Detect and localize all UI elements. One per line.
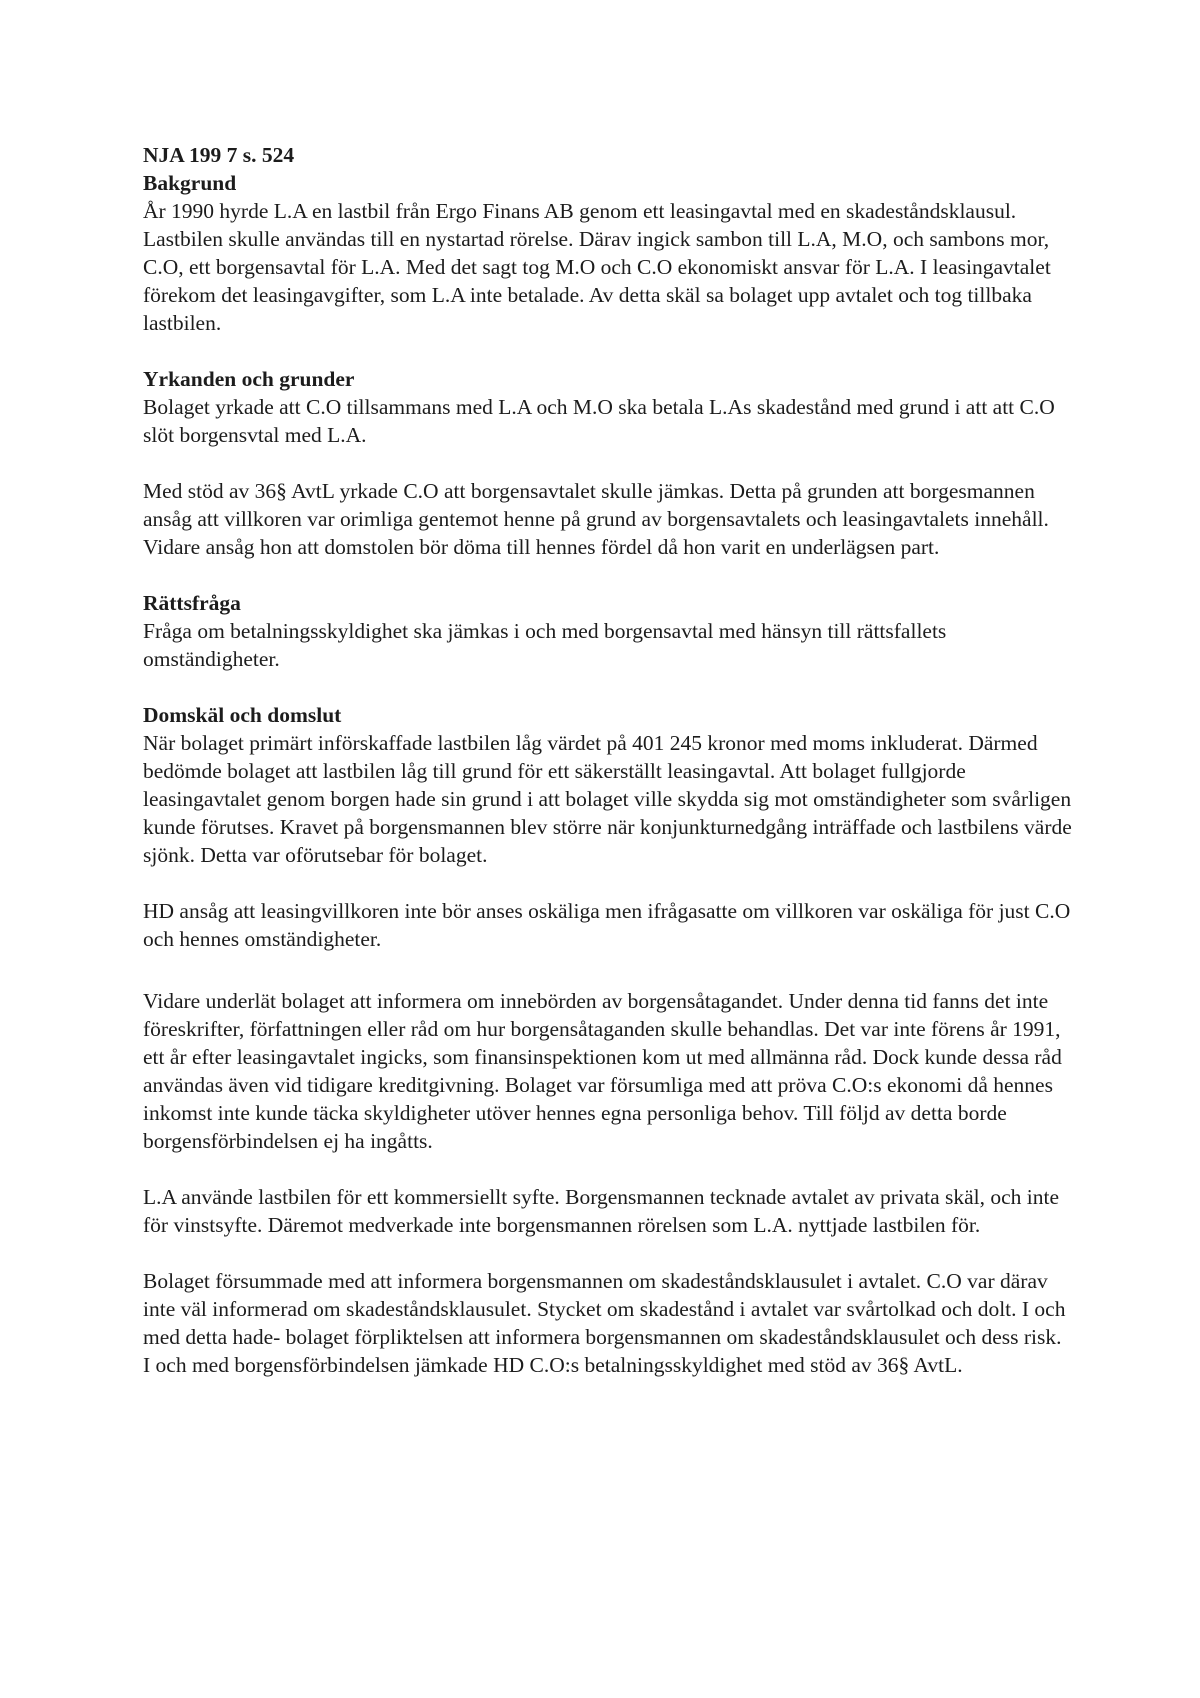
paragraph-spacer <box>143 1239 1083 1267</box>
document-title: NJA 199 7 s. 524 <box>143 143 295 167</box>
paragraph-spacer <box>143 953 1083 987</box>
paragraph-domskal-4: L.A använde lastbilen för ett kommersiellt syfte. Borgensmannen tecknade avtalet av privata skäl, och inte för vinstsyfte. Däremot medverkade inte borgensmannen rörelsen som L.A. nyttjade lastbilen för. <box>143 1185 1060 1237</box>
paragraph-domskal-3: Vidare underlät bolaget att informera om innebörden av borgensåtagandet. Under denna tid fanns det inte föreskrifter, författningen eller råd om hur borgensåtaganden skulle behandlas. Det var inte förens år 1991, ett år efter leasingavtalet ingicks, som finansinspektionen kom ut med allmänna råd. Dock kunde dessa råd användas även vid tidigare kreditgivning. Bolaget var försumliga med att pröva C.O:s ekonomi då hennes inkomst inte kunde täcka skyldigheter utöver hennes egna personliga behov. Till följd av detta borde borgensförbindelsen ej ha ingåtts. <box>143 989 1062 1153</box>
paragraph-spacer <box>143 1155 1083 1183</box>
paragraph-yrkanden-2: Med stöd av 36§ AvtL yrkade C.O att borgensavtalet skulle jämkas. Detta på grunden att borgesmannen ansåg att villkoren var orimliga gentemot henne på grund av borgensavtalets och leasingavtalets innehåll. Vidare ansåg hon att domstolen bör döma till hennes fördel då hon varit en underlägsen part. <box>143 479 1049 559</box>
paragraph-rattsfraga: Fråga om betalningsskyldighet ska jämkas i och med borgensavtal med hänsyn till rättsfallets omständigheter. <box>143 619 947 671</box>
paragraph-spacer <box>143 561 1083 589</box>
paragraph-bakgrund: År 1990 hyrde L.A en lastbil från Ergo Finans AB genom ett leasingavtal med en skadeståndsklausul. Lastbilen skulle användas till en nystartad rörelse. Därav ingick sambon till L.A, M.O, och sambons mor, C.O, ett borgensavtal för L.A. Med det sagt tog M.O och C.O ekonomiskt ansvar för L.A. I leasingavtalet förekom det leasingavgifter, som L.A inte betalade. Av detta skäl sa bolaget upp avtalet och tog tillbaka lastbilen. <box>143 199 1051 335</box>
paragraph-spacer <box>143 337 1083 365</box>
paragraph-domskal-5: Bolaget försummade med att informera borgensmannen om skadeståndsklausulet i avtalet. C.O var därav inte väl informerad om skadeståndsklausulet. Stycket om skadestånd i avtalet var svårtolkad och dolt. I och med detta hade- bolaget förpliktelsen att informera borgensmannen om skadeståndsklausulet och dess risk. <box>143 1269 1066 1349</box>
paragraph-spacer <box>143 673 1083 701</box>
section-heading-domskal: Domskäl och domslut <box>143 703 342 727</box>
paragraph-domskal-1: När bolaget primärt införskaffade lastbilen låg värdet på 401 245 kronor med moms inkluderat. Därmed bedömde bolaget att lastbilen låg till grund för ett säkerställt leasingavtal. Att bolaget fullgjorde leasingavtalet genom borgen hade sin grund i att bolaget ville skydda sig mot omständigheter som svårligen kunde förutses. Kravet på borgensmannen blev större när konjunkturnedgång inträffade och lastbilens värde sjönk. Detta var oförutsebar för bolaget. <box>143 731 1072 867</box>
document-page <box>143 141 1083 1379</box>
paragraph-spacer <box>143 449 1083 477</box>
paragraph-yrkanden-1: Bolaget yrkade att C.O tillsammans med L.A och M.O ska betala L.As skadestånd med grund i att att C.O slöt borgensvtal med L.A. <box>143 395 1055 447</box>
section-heading-rattsfraga: Rättsfråga <box>143 591 241 615</box>
paragraph-spacer <box>143 869 1083 897</box>
section-heading-bakgrund: Bakgrund <box>143 171 237 195</box>
paragraph-domskal-6: I och med borgensförbindelsen jämkade HD C.O:s betalningsskyldighet med stöd av 36§ AvtL. <box>143 1353 963 1377</box>
paragraph-domskal-2: HD ansåg att leasingvillkoren inte bör anses oskäliga men ifrågasatte om villkoren var oskäliga för just C.O och hennes omständigheter. <box>143 899 1071 951</box>
section-heading-yrkanden: Yrkanden och grunder <box>143 367 355 391</box>
